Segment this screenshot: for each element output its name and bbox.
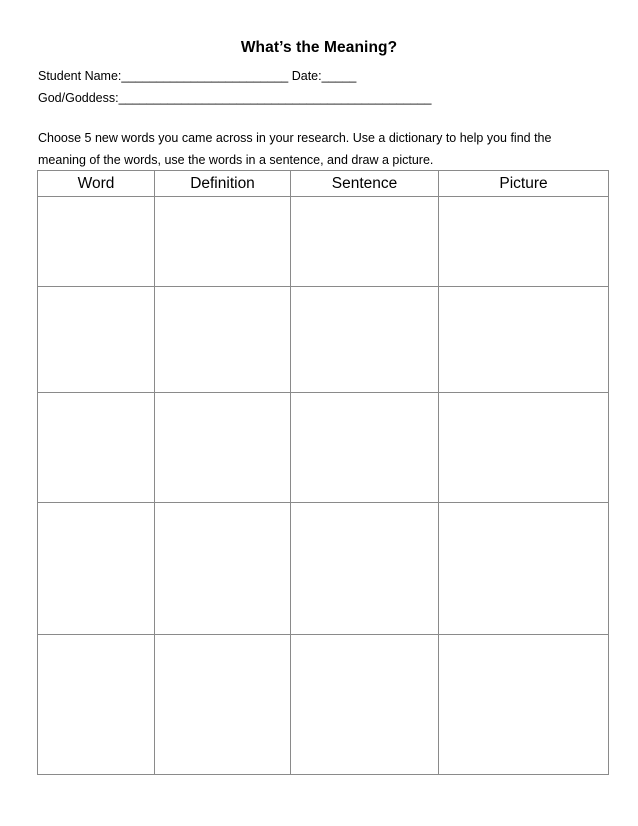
table-row (38, 393, 609, 503)
date-blank[interactable]: _____ (321, 69, 357, 83)
sentence-cell[interactable] (291, 393, 439, 503)
sentence-cell[interactable] (291, 197, 439, 287)
picture-cell[interactable] (439, 393, 609, 503)
word-cell[interactable] (38, 503, 155, 635)
word-cell[interactable] (38, 635, 155, 775)
header-definition: Definition (155, 171, 291, 197)
definition-cell[interactable] (155, 503, 291, 635)
page-title: What’s the Meaning? (240, 39, 398, 56)
word-cell[interactable] (38, 197, 155, 287)
table-row (38, 635, 609, 775)
picture-cell[interactable] (439, 197, 609, 287)
sentence-cell[interactable] (291, 635, 439, 775)
student-name-label: Student Name: (38, 69, 122, 83)
instructions-line-2: meaning of the words, use the words in a sentence, and draw a picture. (38, 153, 434, 167)
picture-cell[interactable] (439, 635, 609, 775)
instructions-line-1: Choose 5 new words you came across in your research. Use a dictionary to help you find the (38, 131, 552, 145)
student-name-blank[interactable]: ________________________ (121, 69, 289, 83)
picture-cell[interactable] (439, 503, 609, 635)
god-goddess-blank[interactable]: _____________________________________________ (118, 91, 432, 105)
vocabulary-table (37, 170, 609, 775)
picture-cell[interactable] (439, 287, 609, 393)
header-sentence: Sentence (291, 171, 439, 197)
table-row (38, 197, 609, 287)
god-goddess-line (38, 91, 431, 105)
word-cell[interactable] (38, 287, 155, 393)
god-goddess-label: God/Goddess: (38, 91, 119, 105)
header-word: Word (38, 171, 155, 197)
student-name-line (38, 69, 356, 83)
definition-cell[interactable] (155, 287, 291, 393)
definition-cell[interactable] (155, 635, 291, 775)
definition-cell[interactable] (155, 197, 291, 287)
table-row (38, 287, 609, 393)
date-label: Date: (288, 69, 322, 83)
table-header-row (38, 171, 609, 197)
word-cell[interactable] (38, 393, 155, 503)
sentence-cell[interactable] (291, 287, 439, 393)
sentence-cell[interactable] (291, 503, 439, 635)
header-picture: Picture (439, 171, 609, 197)
definition-cell[interactable] (155, 393, 291, 503)
table-row (38, 503, 609, 635)
